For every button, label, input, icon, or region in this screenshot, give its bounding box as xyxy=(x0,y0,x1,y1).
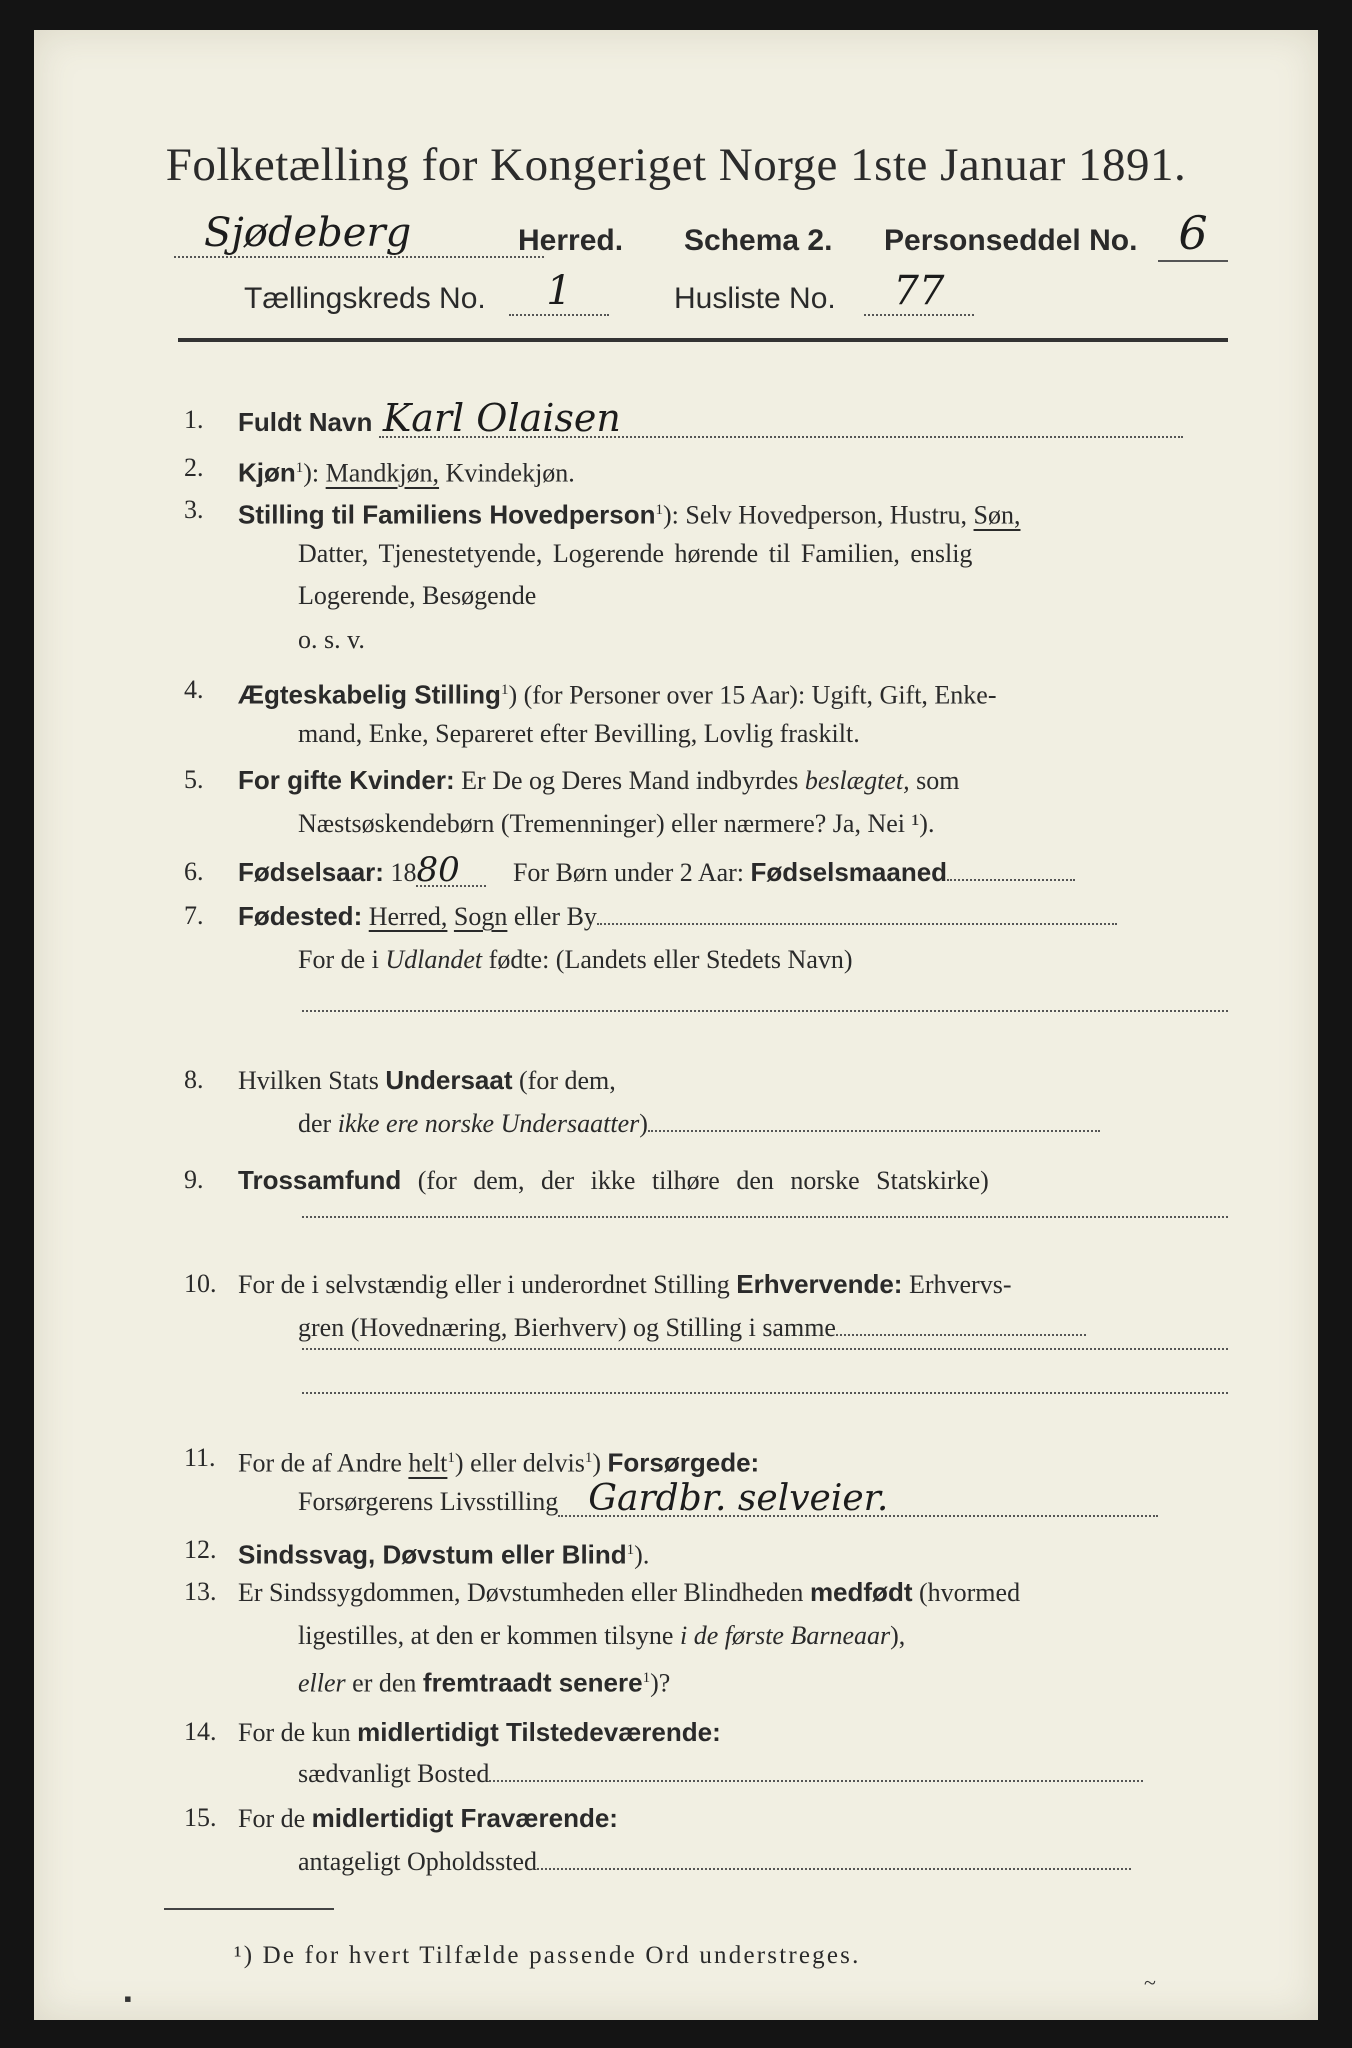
footnote: ¹) De for hvert Tilfælde passende Ord understreges. xyxy=(234,1942,861,1969)
question-number: 13. xyxy=(184,1577,217,1606)
foreign-birthplace-blank xyxy=(302,1010,1228,1012)
question-number: 12. xyxy=(184,1535,217,1564)
q10-text: For de i selvstændig eller i underordnet Stilling xyxy=(238,1270,730,1299)
question-number: 7. xyxy=(184,901,204,930)
q3-label: Stilling til Familiens Hovedperson xyxy=(238,499,656,530)
form-title: Folketælling for Kongeriget Norge 1ste Januar 1891. xyxy=(165,139,1187,191)
q7-options: eller By xyxy=(513,902,597,931)
birth-year-prefix: 18 xyxy=(390,858,417,887)
q1-label: Fuldt Navn xyxy=(238,407,373,437)
footnote-ref: 1 xyxy=(500,682,509,698)
q13-line-3-bold: fremtraadt senere xyxy=(422,1667,643,1698)
q14-line-2: sædvanligt Bosted xyxy=(298,1759,490,1788)
q3-options-line-3: Logerende, Besøgende xyxy=(298,581,537,610)
q11-label: Forsørgede: xyxy=(607,1447,760,1478)
q7-line-2-start: For de i xyxy=(298,945,379,974)
religion-blank xyxy=(302,1216,1228,1218)
q3-options-line-4: o. s. v. xyxy=(298,625,365,654)
kreds-number: 1 xyxy=(509,268,609,316)
q10-label: Erhvervende: xyxy=(736,1269,903,1299)
q5-question-end: som xyxy=(916,766,960,795)
birthplace-option-herred-selected: Herred, xyxy=(368,902,448,931)
footnote-ref: 1 xyxy=(447,1450,455,1466)
q15-line-2: antageligt Opholdssted xyxy=(298,1847,538,1876)
question-number: 4. xyxy=(184,675,204,704)
husliste-number: 77 xyxy=(864,268,974,316)
provider-occupation-answer: Gardbr. selveier. xyxy=(558,1483,1158,1517)
personseddel-number: 6 xyxy=(1158,206,1228,262)
birthplace-blank xyxy=(597,923,1117,925)
footnote-ref: 1 xyxy=(584,1450,593,1466)
q5-italic: beslægtet, xyxy=(804,766,910,795)
question-number: 6. xyxy=(184,857,204,886)
schema-label: Schema 2. xyxy=(684,224,833,257)
gender-option-female: Kvindekjøn. xyxy=(445,458,575,488)
birth-month-blank xyxy=(947,879,1075,881)
q15-label: midlertidigt Fraværende: xyxy=(311,1803,618,1833)
occupation-blank-3 xyxy=(302,1392,1228,1394)
q13-label: medfødt xyxy=(809,1577,913,1607)
q13-line-2-start: ligestilles, at den er kommen tilsyne xyxy=(298,1621,674,1650)
q9-label: Trossamfund xyxy=(238,1165,402,1195)
q8-line-2-end: ) xyxy=(639,1109,648,1138)
q5-label: For gifte Kvinder: xyxy=(238,765,455,795)
q3-options: ): Selv Hovedperson, Hustru, xyxy=(663,500,968,530)
q14-label: midlertidigt Tilstedeværende: xyxy=(357,1717,721,1747)
q8-label-bold: Undersaat xyxy=(385,1065,513,1095)
footnote-ref: 1 xyxy=(642,1670,651,1686)
ink-speck: ▪ xyxy=(124,1986,132,2011)
footnote-ref: 1 xyxy=(295,460,304,476)
position-option-son-selected: Søn, xyxy=(973,500,1021,530)
question-number: 9. xyxy=(184,1165,204,1194)
census-form-sheet xyxy=(34,30,1318,2020)
question-number: 2. xyxy=(184,453,204,482)
q7-label: Fødested: xyxy=(238,901,363,931)
birth-year-answer: 80 xyxy=(416,855,486,887)
q15-text: For de xyxy=(238,1804,306,1833)
question-number: 8. xyxy=(184,1065,204,1094)
ink-mark: ~ xyxy=(1144,1970,1156,1995)
birthplace-option-sogn-selected: Sogn xyxy=(453,902,508,931)
q4-options: ) (for Personer over 15 Aar): Ugift, Gift, Enke- xyxy=(508,680,997,710)
q13-line-3-italic: eller xyxy=(298,1668,346,1698)
husliste-label: Husliste No. xyxy=(674,282,836,315)
q2-label: Kjøn xyxy=(238,457,296,488)
q6-infant-text: For Børn under 2 Aar: xyxy=(512,858,745,887)
footnote-ref: 1 xyxy=(626,1542,635,1558)
question-number: 10. xyxy=(184,1269,217,1298)
q4-label: Ægteskabelig Stilling xyxy=(238,679,501,710)
q11-text-3: ) xyxy=(592,1448,602,1478)
q13-line-3-end: )? xyxy=(650,1668,671,1698)
q11-text: For de af Andre xyxy=(238,1448,402,1478)
nationality-blank xyxy=(648,1130,1100,1132)
q7-line-2-italic: Udlandet xyxy=(385,945,483,974)
q4-options-line-2: mand, Enke, Separeret efter Bevilling, Lovlig fraskilt. xyxy=(298,719,860,748)
support-option-helt-selected: helt xyxy=(408,1448,448,1478)
q12-label: Sindssvag, Døvstum eller Blind xyxy=(238,1539,627,1570)
q13-line-3-text: er den xyxy=(352,1668,417,1698)
q13-text-end: (hvormed xyxy=(918,1578,1021,1607)
q9-text: (for dem, der ikke tilhøre den norske Statskirke) xyxy=(417,1166,989,1195)
header-divider xyxy=(178,338,1228,342)
q2-colon: ): xyxy=(303,458,320,488)
occupation-blank-2 xyxy=(302,1348,1228,1350)
header-row-herred xyxy=(174,206,1229,270)
temporary-residence-blank xyxy=(537,1868,1131,1870)
q3-options-line-2: Datter, Tjenestetyende, Logerende hørende til Familien, enslig xyxy=(298,539,973,568)
q6-month-label: Fødselsmaaned xyxy=(750,857,948,887)
gender-option-male-selected: Mandkjøn, xyxy=(325,458,440,488)
footnote-divider xyxy=(164,1908,334,1910)
personseddel-label: Personseddel No. xyxy=(884,224,1138,257)
q5-options-line-2: Næstsøskendebørn (Tremenninger) eller nærmere? Ja, Nei ¹). xyxy=(298,809,935,838)
question-number: 14. xyxy=(184,1717,217,1746)
q10-text-end: Erhvervs- xyxy=(908,1270,1012,1299)
q13-text: Er Sindssygdommen, Døvstumheden eller Blindheden xyxy=(238,1578,804,1607)
full-name-answer: Karl Olaisen xyxy=(379,400,1183,438)
q6-label: Fødselsaar: xyxy=(238,857,384,887)
header-row-kreds xyxy=(174,268,1229,328)
usual-residence-blank xyxy=(489,1780,1143,1782)
question-number: 1. xyxy=(184,405,204,434)
q13-line-2-italic: i de første Barneaar xyxy=(679,1621,891,1650)
q5-question: Er De og Deres Mand indbyrdes xyxy=(461,766,799,795)
q7-line-2-end: fødte: (Landets eller Stedets Navn) xyxy=(488,945,853,974)
q12-text: ). xyxy=(634,1540,650,1570)
kreds-label: Tællingskreds No. xyxy=(244,282,486,315)
q11-text-2: ) eller delvis xyxy=(454,1448,585,1478)
herred-name: Sjødeberg xyxy=(174,210,544,258)
q8-label: Hvilken Stats xyxy=(238,1066,379,1095)
footnote-ref: 1 xyxy=(655,502,664,518)
q10-line-2: gren (Hovednæring, Bierhverv) og Stilling i samme xyxy=(298,1313,836,1342)
q8-line-2-start: der xyxy=(298,1109,332,1138)
q11-line-2: Forsørgerens Livsstilling xyxy=(298,1487,559,1516)
q14-text: For de kun xyxy=(238,1718,351,1747)
q8-line-2-italic: ikke ere norske Undersaatter xyxy=(337,1109,640,1138)
question-number: 11. xyxy=(184,1443,216,1472)
question-number: 3. xyxy=(184,495,204,524)
herred-label: Herred. xyxy=(518,224,624,257)
question-number: 5. xyxy=(184,765,204,794)
q8-text: (for dem, xyxy=(519,1066,616,1095)
q13-line-2-end: ), xyxy=(890,1621,906,1650)
question-number: 15. xyxy=(184,1803,217,1832)
occupation-blank xyxy=(836,1334,1086,1336)
